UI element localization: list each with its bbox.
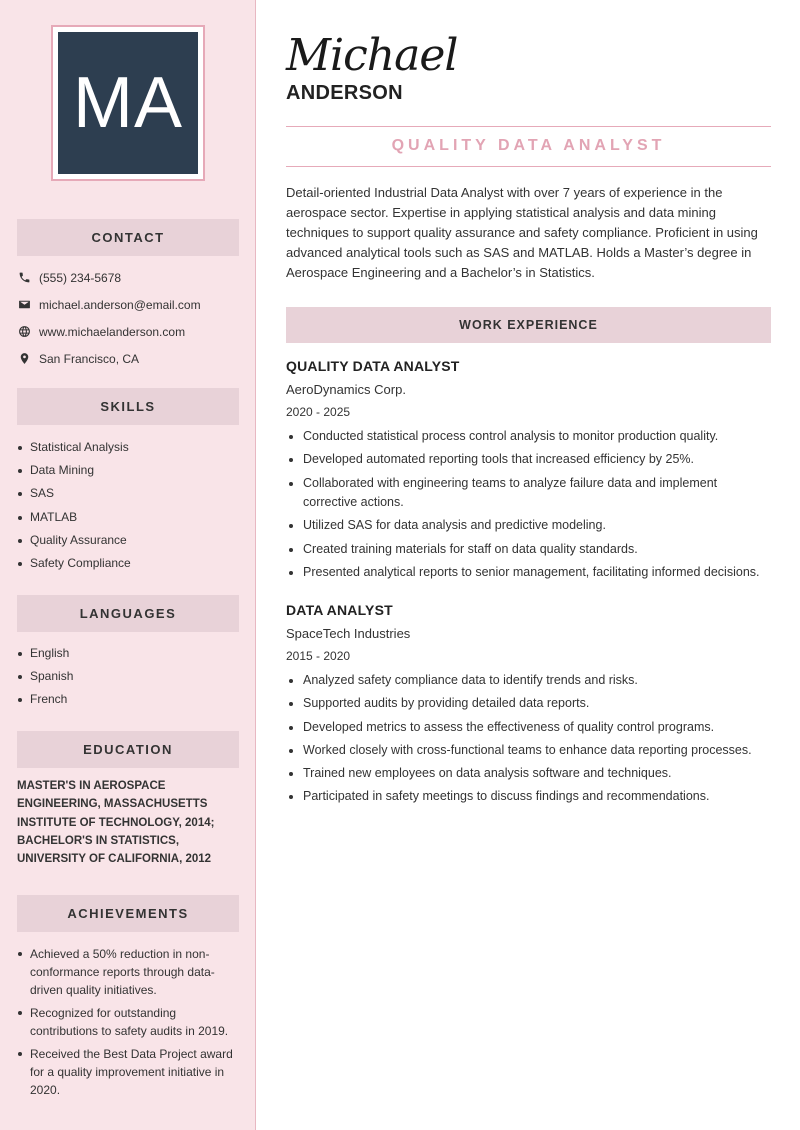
list-item: French (17, 688, 239, 711)
contact-phone[interactable] (17, 264, 242, 291)
company: SpaceTech Industries (286, 626, 411, 641)
list-item: Developed metrics to assess the effectiveness of quality control programs. (286, 718, 772, 738)
list-item: Safety Compliance (17, 552, 239, 575)
list-item: Analyzed safety compliance data to identify trends and risks. (286, 671, 772, 691)
list-item: Collaborated with engineering teams to analyze failure data and implement corrective actions. (286, 474, 772, 513)
list-item: Created training materials for staff on data quality standards. (286, 540, 772, 560)
list-item: Participated in safety meetings to discuss findings and recommendations. (286, 787, 772, 807)
list-item: Worked closely with cross-functional teams to enhance data reporting processes. (286, 741, 772, 761)
last-name: ANDERSON (286, 82, 403, 104)
list-item: Statistical Analysis (17, 436, 239, 459)
phone-text: (555) 234-5678 (39, 270, 122, 285)
job-title-heading: QUALITY DATA ANALYST (391, 137, 666, 154)
job-title: DATA ANALYST (286, 602, 393, 618)
list-item: Spanish (17, 665, 239, 688)
contact-website[interactable] (17, 318, 242, 345)
contact-location (17, 345, 242, 372)
list-item: MATLAB (17, 506, 239, 529)
contact-list (17, 264, 242, 372)
contact-header: CONTACT (17, 219, 239, 256)
list-item: Supported audits by providing detailed data reports. (286, 694, 772, 714)
skills-list (17, 436, 239, 575)
job-bullets (286, 427, 772, 582)
list-item: Received the Best Data Project award for a quality improvement initiative in 2020. (17, 1045, 239, 1099)
mail-icon (17, 298, 31, 312)
achievements-list (17, 945, 239, 1104)
work-experience-header: WORK EXPERIENCE (286, 307, 771, 343)
languages-header: LANGUAGES (17, 595, 239, 632)
skills-header: SKILLS (17, 388, 239, 425)
list-item: Presented analytical reports to senior management, facilitating informed decisions. (286, 563, 772, 583)
job-entry (286, 599, 772, 811)
website-text: www.michaelanderson.com (39, 324, 186, 339)
list-item: Achieved a 50% reduction in non-conformance reports through data-driven quality initiatives. (17, 945, 239, 999)
summary: Detail-oriented Industrial Data Analyst with over 7 years of experience in the aerospace sector. Expertise in applying statistical analysis and data mining techniques to support quality assurance and safety compliance. Proficient in using advanced analytical tools such as SAS and MATLAB. Holds a Master’s degree in Aerospace Engineering and a Bachelor’s in Statistics. (286, 185, 758, 280)
list-item: Utilized SAS for data analysis and predictive modeling. (286, 516, 772, 536)
globe-icon (17, 325, 31, 339)
job-dates: 2015 - 2020 (286, 649, 351, 663)
monogram-frame (51, 25, 205, 181)
job-bullets (286, 671, 772, 807)
list-item: Trained new employees on data analysis software and techniques. (286, 764, 772, 784)
location-pin-icon (17, 352, 31, 366)
divider (286, 166, 771, 167)
list-item: English (17, 642, 239, 665)
company: AeroDynamics Corp. (286, 382, 406, 397)
list-item: SAS (17, 482, 239, 505)
list-item: Quality Assurance (17, 529, 239, 552)
achievements-header: ACHIEVEMENTS (17, 895, 239, 932)
education-text: MASTER'S IN AEROSPACE ENGINEERING, MASSACHUSETTS INSTITUTE OF TECHNOLOGY, 2014; BACHELOR'S IN STATISTICS, UNIVERSITY OF CALIFORNIA, 2012 (17, 780, 215, 866)
phone-icon (17, 271, 31, 285)
divider (286, 126, 771, 127)
first-name: Michael (286, 30, 458, 81)
contact-email[interactable] (17, 291, 242, 318)
languages-list (17, 642, 239, 712)
job-title: QUALITY DATA ANALYST (286, 358, 460, 374)
list-item: Conducted statistical process control analysis to monitor production quality. (286, 427, 772, 447)
list-item: Recognized for outstanding contributions to safety audits in 2019. (17, 1004, 239, 1040)
monogram: MA (58, 32, 198, 174)
list-item: Developed automated reporting tools that increased efficiency by 25%. (286, 450, 772, 470)
education-header: EDUCATION (17, 731, 239, 768)
job-entry (286, 355, 772, 586)
job-dates: 2020 - 2025 (286, 405, 351, 419)
email-text: michael.anderson@email.com (39, 297, 201, 312)
list-item: Data Mining (17, 459, 239, 482)
location-text: San Francisco, CA (39, 351, 140, 366)
sidebar (0, 0, 256, 1130)
